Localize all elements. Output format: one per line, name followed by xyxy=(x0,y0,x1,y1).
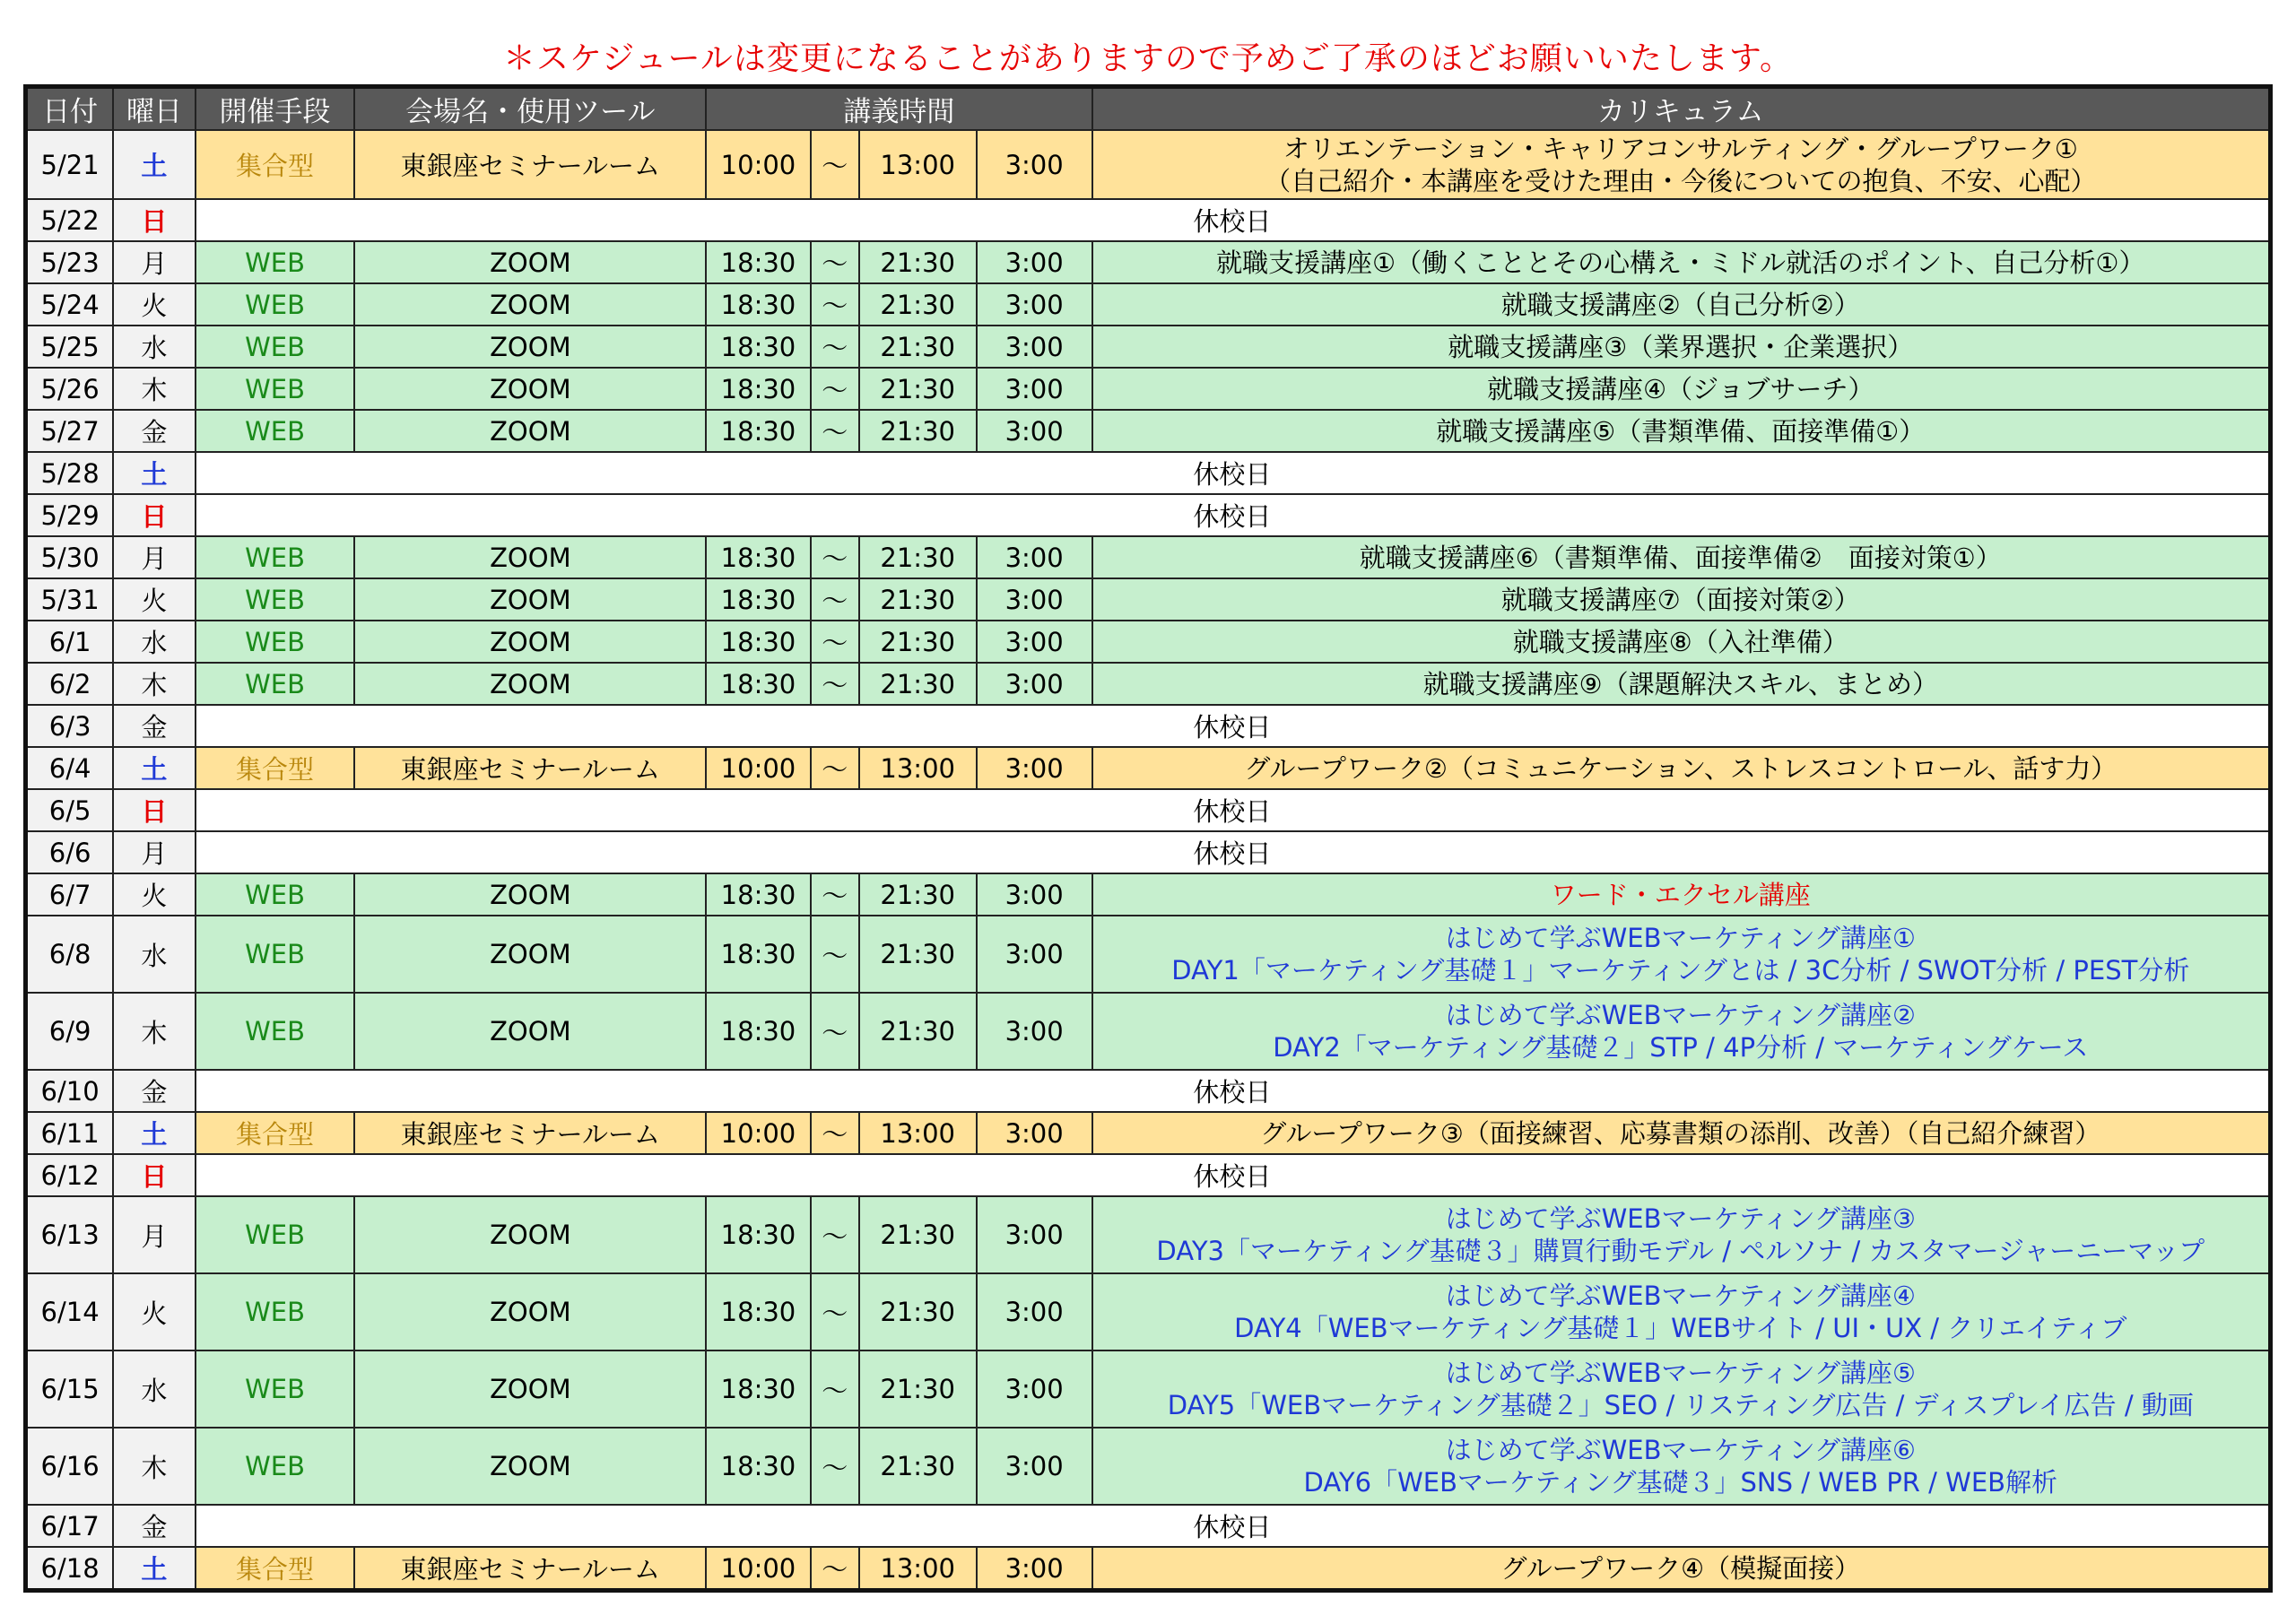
date-cell: 5/25 xyxy=(26,326,114,368)
table-row xyxy=(26,1428,2271,1505)
curriculum-line: 就職支援講座⑥（書類準備、面接準備② 面接対策①） xyxy=(1359,542,2002,573)
curriculum-line: はじめて学ぶWEBマーケティング講座① xyxy=(1445,923,1916,953)
date-cell: 6/1 xyxy=(26,621,114,663)
start-time-cell: 18:30 xyxy=(706,536,810,578)
curriculum-cell xyxy=(1092,536,2271,578)
end-time-cell: 13:00 xyxy=(859,1547,977,1591)
date-cell: 6/17 xyxy=(26,1505,114,1547)
start-time-cell: 18:30 xyxy=(706,1273,810,1350)
curriculum-cell xyxy=(1092,916,2271,993)
weekday-cell: 土 xyxy=(113,1547,195,1591)
table-row xyxy=(26,452,2271,494)
table-row xyxy=(26,283,2271,326)
time-separator: ～ xyxy=(811,747,859,789)
holiday-cell: 休校日 xyxy=(196,1154,2271,1196)
mode-cell: WEB xyxy=(196,578,355,621)
weekday-cell: 日 xyxy=(113,789,195,831)
header-time: 講義時間 xyxy=(706,87,1091,131)
table-row xyxy=(26,410,2271,452)
end-time-cell: 21:30 xyxy=(859,621,977,663)
mode-cell: WEB xyxy=(196,621,355,663)
duration-cell: 3:00 xyxy=(977,283,1092,326)
holiday-cell: 休校日 xyxy=(196,1070,2271,1112)
start-time-cell: 18:30 xyxy=(706,326,810,368)
time-separator: ～ xyxy=(811,368,859,410)
schedule-body xyxy=(26,130,2271,1591)
curriculum-line: ワード・エクセル講座 xyxy=(1550,879,1811,910)
curriculum-line: オリエンテーション・キャリアコンサルティング・グループワーク① xyxy=(1283,133,2078,164)
date-cell: 6/6 xyxy=(26,831,114,873)
start-time-cell: 18:30 xyxy=(706,368,810,410)
curriculum-line: グループワーク②（コミュニケーション、ストレスコントロール、話す力） xyxy=(1244,752,2118,784)
duration-cell: 3:00 xyxy=(977,130,1092,199)
holiday-cell: 休校日 xyxy=(196,199,2271,241)
time-separator: ～ xyxy=(811,410,859,452)
date-cell: 5/26 xyxy=(26,368,114,410)
curriculum-cell xyxy=(1092,747,2271,789)
venue-cell: ZOOM xyxy=(354,916,706,993)
weekday-cell: 水 xyxy=(113,1350,195,1428)
date-cell: 6/3 xyxy=(26,705,114,747)
mode-cell: 集合型 xyxy=(196,747,355,789)
venue-cell: 東銀座セミナールーム xyxy=(354,1547,706,1591)
duration-cell: 3:00 xyxy=(977,663,1092,705)
start-time-cell: 18:30 xyxy=(706,916,810,993)
duration-cell: 3:00 xyxy=(977,1547,1092,1591)
weekday-cell: 水 xyxy=(113,326,195,368)
start-time-cell: 10:00 xyxy=(706,1547,810,1591)
venue-cell: 東銀座セミナールーム xyxy=(354,1112,706,1154)
date-cell: 5/24 xyxy=(26,283,114,326)
end-time-cell: 21:30 xyxy=(859,1428,977,1505)
curriculum-line: DAY4「WEBマーケティング基礎１」WEBサイト / UI・UX / クリエイティブ xyxy=(1234,1313,2127,1343)
duration-cell: 3:00 xyxy=(977,916,1092,993)
start-time-cell: 18:30 xyxy=(706,283,810,326)
start-time-cell: 18:30 xyxy=(706,1196,810,1273)
curriculum-cell xyxy=(1092,130,2271,199)
table-row xyxy=(26,873,2271,916)
curriculum-line: 就職支援講座⑧（入社準備） xyxy=(1512,626,1848,657)
curriculum-line: 就職支援講座⑦（面接対策②） xyxy=(1500,584,1860,615)
mode-cell: WEB xyxy=(196,916,355,993)
duration-cell: 3:00 xyxy=(977,326,1092,368)
table-row xyxy=(26,1112,2271,1154)
table-row xyxy=(26,326,2271,368)
weekday-cell: 月 xyxy=(113,1196,195,1273)
duration-cell: 3:00 xyxy=(977,1350,1092,1428)
duration-cell: 3:00 xyxy=(977,1196,1092,1273)
duration-cell: 3:00 xyxy=(977,1112,1092,1154)
venue-cell: ZOOM xyxy=(354,410,706,452)
mode-cell: WEB xyxy=(196,663,355,705)
weekday-cell: 金 xyxy=(113,1070,195,1112)
weekday-cell: 日 xyxy=(113,494,195,536)
table-row xyxy=(26,1505,2271,1547)
curriculum-line: 就職支援講座③（業界選択・企業選択） xyxy=(1448,331,1914,362)
duration-cell: 3:00 xyxy=(977,873,1092,916)
table-row xyxy=(26,789,2271,831)
end-time-cell: 21:30 xyxy=(859,241,977,283)
time-separator: ～ xyxy=(811,1112,859,1154)
duration-cell: 3:00 xyxy=(977,410,1092,452)
venue-cell: ZOOM xyxy=(354,326,706,368)
date-cell: 5/31 xyxy=(26,578,114,621)
table-header-row xyxy=(26,87,2271,131)
end-time-cell: 21:30 xyxy=(859,663,977,705)
curriculum-line: 就職支援講座⑨（課題解決スキル、まとめ） xyxy=(1422,668,1938,699)
curriculum-cell xyxy=(1092,578,2271,621)
table-row xyxy=(26,494,2271,536)
curriculum-line: はじめて学ぶWEBマーケティング講座⑥ xyxy=(1445,1435,1916,1465)
curriculum-line: はじめて学ぶWEBマーケティング講座④ xyxy=(1445,1281,1916,1311)
time-separator: ～ xyxy=(811,283,859,326)
curriculum-cell xyxy=(1092,410,2271,452)
start-time-cell: 18:30 xyxy=(706,1350,810,1428)
time-separator: ～ xyxy=(811,1350,859,1428)
weekday-cell: 土 xyxy=(113,452,195,494)
duration-cell: 3:00 xyxy=(977,621,1092,663)
venue-cell: ZOOM xyxy=(354,663,706,705)
time-separator: ～ xyxy=(811,130,859,199)
duration-cell: 3:00 xyxy=(977,536,1092,578)
weekday-cell: 月 xyxy=(113,241,195,283)
table-row xyxy=(26,705,2271,747)
curriculum-line: 就職支援講座⑤（書類準備、面接準備①） xyxy=(1436,415,1926,447)
weekday-cell: 火 xyxy=(113,1273,195,1350)
date-cell: 5/27 xyxy=(26,410,114,452)
time-separator: ～ xyxy=(811,1273,859,1350)
time-separator: ～ xyxy=(811,873,859,916)
end-time-cell: 21:30 xyxy=(859,993,977,1070)
duration-cell: 3:00 xyxy=(977,241,1092,283)
venue-cell: ZOOM xyxy=(354,283,706,326)
curriculum-line: DAY1「マーケティング基礎１」マーケティングとは / 3C分析 / SWOT分析 / PEST分析 xyxy=(1171,955,2190,986)
table-row xyxy=(26,1350,2271,1428)
date-cell: 6/9 xyxy=(26,993,114,1070)
curriculum-line: はじめて学ぶWEBマーケティング講座③ xyxy=(1445,1203,1916,1234)
curriculum-cell xyxy=(1092,241,2271,283)
curriculum-cell xyxy=(1092,368,2271,410)
curriculum-line: はじめて学ぶWEBマーケティング講座⑤ xyxy=(1445,1358,1916,1388)
table-row xyxy=(26,663,2271,705)
end-time-cell: 13:00 xyxy=(859,747,977,789)
weekday-cell: 水 xyxy=(113,916,195,993)
weekday-cell: 木 xyxy=(113,1428,195,1505)
start-time-cell: 18:30 xyxy=(706,621,810,663)
table-row xyxy=(26,1547,2271,1591)
mode-cell: WEB xyxy=(196,1273,355,1350)
curriculum-line: 就職支援講座④（ジョブサーチ） xyxy=(1487,373,1874,404)
start-time-cell: 18:30 xyxy=(706,1428,810,1505)
table-row xyxy=(26,1154,2271,1196)
date-cell: 5/30 xyxy=(26,536,114,578)
end-time-cell: 13:00 xyxy=(859,1112,977,1154)
mode-cell: WEB xyxy=(196,241,355,283)
duration-cell: 3:00 xyxy=(977,993,1092,1070)
curriculum-cell xyxy=(1092,993,2271,1070)
start-time-cell: 18:30 xyxy=(706,578,810,621)
end-time-cell: 21:30 xyxy=(859,326,977,368)
end-time-cell: 13:00 xyxy=(859,130,977,199)
start-time-cell: 10:00 xyxy=(706,130,810,199)
start-time-cell: 10:00 xyxy=(706,747,810,789)
end-time-cell: 21:30 xyxy=(859,283,977,326)
time-separator: ～ xyxy=(811,621,859,663)
date-cell: 6/2 xyxy=(26,663,114,705)
end-time-cell: 21:30 xyxy=(859,410,977,452)
mode-cell: 集合型 xyxy=(196,1547,355,1591)
venue-cell: ZOOM xyxy=(354,241,706,283)
venue-cell: ZOOM xyxy=(354,1428,706,1505)
weekday-cell: 月 xyxy=(113,831,195,873)
weekday-cell: 水 xyxy=(113,621,195,663)
table-row xyxy=(26,578,2271,621)
curriculum-line: DAY6「WEBマーケティング基礎３」SNS / WEB PR / WEB解析 xyxy=(1303,1467,2058,1498)
mode-cell: WEB xyxy=(196,1428,355,1505)
date-cell: 5/23 xyxy=(26,241,114,283)
duration-cell: 3:00 xyxy=(977,1428,1092,1505)
holiday-cell: 休校日 xyxy=(196,494,2271,536)
mode-cell: WEB xyxy=(196,326,355,368)
time-separator: ～ xyxy=(811,663,859,705)
date-cell: 6/7 xyxy=(26,873,114,916)
venue-cell: ZOOM xyxy=(354,1350,706,1428)
end-time-cell: 21:30 xyxy=(859,578,977,621)
start-time-cell: 18:30 xyxy=(706,663,810,705)
weekday-cell: 土 xyxy=(113,1112,195,1154)
table-row xyxy=(26,1070,2271,1112)
header-venue: 会場名・使用ツール xyxy=(354,87,706,131)
start-time-cell: 18:30 xyxy=(706,993,810,1070)
date-cell: 6/14 xyxy=(26,1273,114,1350)
date-cell: 6/4 xyxy=(26,747,114,789)
table-row xyxy=(26,747,2271,789)
curriculum-cell xyxy=(1092,621,2271,663)
venue-cell: 東銀座セミナールーム xyxy=(354,130,706,199)
date-cell: 6/5 xyxy=(26,789,114,831)
date-cell: 6/11 xyxy=(26,1112,114,1154)
time-separator: ～ xyxy=(811,1428,859,1505)
curriculum-line: はじめて学ぶWEBマーケティング講座② xyxy=(1445,1000,1916,1030)
holiday-cell: 休校日 xyxy=(196,705,2271,747)
end-time-cell: 21:30 xyxy=(859,536,977,578)
duration-cell: 3:00 xyxy=(977,578,1092,621)
mode-cell: WEB xyxy=(196,993,355,1070)
curriculum-line: DAY2「マーケティング基礎２」STP / 4P分析 / マーケティングケース xyxy=(1273,1032,2089,1063)
end-time-cell: 21:30 xyxy=(859,1273,977,1350)
holiday-cell: 休校日 xyxy=(196,452,2271,494)
weekday-cell: 土 xyxy=(113,747,195,789)
venue-cell: ZOOM xyxy=(354,1273,706,1350)
mode-cell: WEB xyxy=(196,283,355,326)
date-cell: 5/29 xyxy=(26,494,114,536)
weekday-cell: 日 xyxy=(113,199,195,241)
time-separator: ～ xyxy=(811,1196,859,1273)
date-cell: 5/22 xyxy=(26,199,114,241)
table-row xyxy=(26,536,2271,578)
time-separator: ～ xyxy=(811,241,859,283)
venue-cell: ZOOM xyxy=(354,368,706,410)
date-cell: 6/18 xyxy=(26,1547,114,1591)
table-row xyxy=(26,241,2271,283)
start-time-cell: 18:30 xyxy=(706,873,810,916)
venue-cell: ZOOM xyxy=(354,873,706,916)
duration-cell: 3:00 xyxy=(977,747,1092,789)
curriculum-cell xyxy=(1092,1273,2271,1350)
weekday-cell: 月 xyxy=(113,536,195,578)
venue-cell: ZOOM xyxy=(354,1196,706,1273)
venue-cell: ZOOM xyxy=(354,536,706,578)
header-curriculum: カリキュラム xyxy=(1092,87,2271,131)
start-time-cell: 10:00 xyxy=(706,1112,810,1154)
curriculum-line: グループワーク④（模擬面接） xyxy=(1500,1552,1861,1584)
time-separator: ～ xyxy=(811,1547,859,1591)
mode-cell: WEB xyxy=(196,410,355,452)
weekday-cell: 土 xyxy=(113,130,195,199)
table-row xyxy=(26,368,2271,410)
venue-cell: ZOOM xyxy=(354,993,706,1070)
end-time-cell: 21:30 xyxy=(859,916,977,993)
curriculum-cell xyxy=(1092,1350,2271,1428)
table-row xyxy=(26,130,2271,199)
table-row xyxy=(26,621,2271,663)
mode-cell: WEB xyxy=(196,1196,355,1273)
venue-cell: ZOOM xyxy=(354,621,706,663)
start-time-cell: 18:30 xyxy=(706,410,810,452)
end-time-cell: 21:30 xyxy=(859,1350,977,1428)
date-cell: 5/21 xyxy=(26,130,114,199)
table-row xyxy=(26,831,2271,873)
mode-cell: WEB xyxy=(196,536,355,578)
weekday-cell: 日 xyxy=(113,1154,195,1196)
date-cell: 6/10 xyxy=(26,1070,114,1112)
time-separator: ～ xyxy=(811,916,859,993)
curriculum-cell xyxy=(1092,663,2271,705)
holiday-cell: 休校日 xyxy=(196,1505,2271,1547)
schedule-notice: ＊スケジュールは変更になることがありますので予めご了承のほどお願いいたします。 xyxy=(503,40,1793,77)
start-time-cell: 18:30 xyxy=(706,241,810,283)
holiday-cell: 休校日 xyxy=(196,831,2271,873)
time-separator: ～ xyxy=(811,536,859,578)
curriculum-line: DAY5「WEBマーケティング基礎２」SEO / リスティング広告 / ディスプレイ広告 / 動画 xyxy=(1167,1390,2194,1420)
duration-cell: 3:00 xyxy=(977,368,1092,410)
curriculum-line: グループワーク③（面接練習、応募書類の添削、改善）（自己紹介練習） xyxy=(1260,1117,2101,1149)
curriculum-cell xyxy=(1092,873,2271,916)
mode-cell: WEB xyxy=(196,873,355,916)
table-row xyxy=(26,993,2271,1070)
mode-cell: WEB xyxy=(196,368,355,410)
header-date: 日付 xyxy=(26,87,114,131)
time-separator: ～ xyxy=(811,578,859,621)
weekday-cell: 火 xyxy=(113,283,195,326)
table-row xyxy=(26,1273,2271,1350)
curriculum-cell xyxy=(1092,1547,2271,1591)
weekday-cell: 火 xyxy=(113,578,195,621)
weekday-cell: 木 xyxy=(113,368,195,410)
curriculum-cell xyxy=(1092,1112,2271,1154)
time-separator: ～ xyxy=(811,993,859,1070)
date-cell: 6/12 xyxy=(26,1154,114,1196)
duration-cell: 3:00 xyxy=(977,1273,1092,1350)
date-cell: 6/8 xyxy=(26,916,114,993)
curriculum-line: 就職支援講座①（働くこととその心構え・ミドル就活のポイント、自己分析①） xyxy=(1216,247,2145,278)
header-day: 曜日 xyxy=(113,87,195,131)
weekday-cell: 木 xyxy=(113,993,195,1070)
curriculum-line: （自己紹介・本講座を受けた理由・今後についての抱負、不安、心配） xyxy=(1265,165,2097,196)
curriculum-cell xyxy=(1092,326,2271,368)
header-mode: 開催手段 xyxy=(196,87,355,131)
curriculum-line: 就職支援講座②（自己分析②） xyxy=(1500,289,1860,320)
table-row xyxy=(26,1196,2271,1273)
schedule-table xyxy=(23,84,2273,1593)
table-row xyxy=(26,916,2271,993)
table-row xyxy=(26,199,2271,241)
curriculum-line: DAY3「マーケティング基礎３」購買行動モデル / ペルソナ / カスタマージャーニーマップ xyxy=(1156,1236,2205,1266)
curriculum-cell xyxy=(1092,1428,2271,1505)
weekday-cell: 金 xyxy=(113,705,195,747)
date-cell: 5/28 xyxy=(26,452,114,494)
venue-cell: 東銀座セミナールーム xyxy=(354,747,706,789)
end-time-cell: 21:30 xyxy=(859,1196,977,1273)
venue-cell: ZOOM xyxy=(354,578,706,621)
date-cell: 6/13 xyxy=(26,1196,114,1273)
curriculum-cell xyxy=(1092,283,2271,326)
time-separator: ～ xyxy=(811,326,859,368)
date-cell: 6/15 xyxy=(26,1350,114,1428)
mode-cell: WEB xyxy=(196,1350,355,1428)
end-time-cell: 21:30 xyxy=(859,873,977,916)
weekday-cell: 金 xyxy=(113,410,195,452)
date-cell: 6/16 xyxy=(26,1428,114,1505)
holiday-cell: 休校日 xyxy=(196,789,2271,831)
weekday-cell: 木 xyxy=(113,663,195,705)
weekday-cell: 火 xyxy=(113,873,195,916)
weekday-cell: 金 xyxy=(113,1505,195,1547)
curriculum-cell xyxy=(1092,1196,2271,1273)
end-time-cell: 21:30 xyxy=(859,368,977,410)
mode-cell: 集合型 xyxy=(196,1112,355,1154)
mode-cell: 集合型 xyxy=(196,130,355,199)
